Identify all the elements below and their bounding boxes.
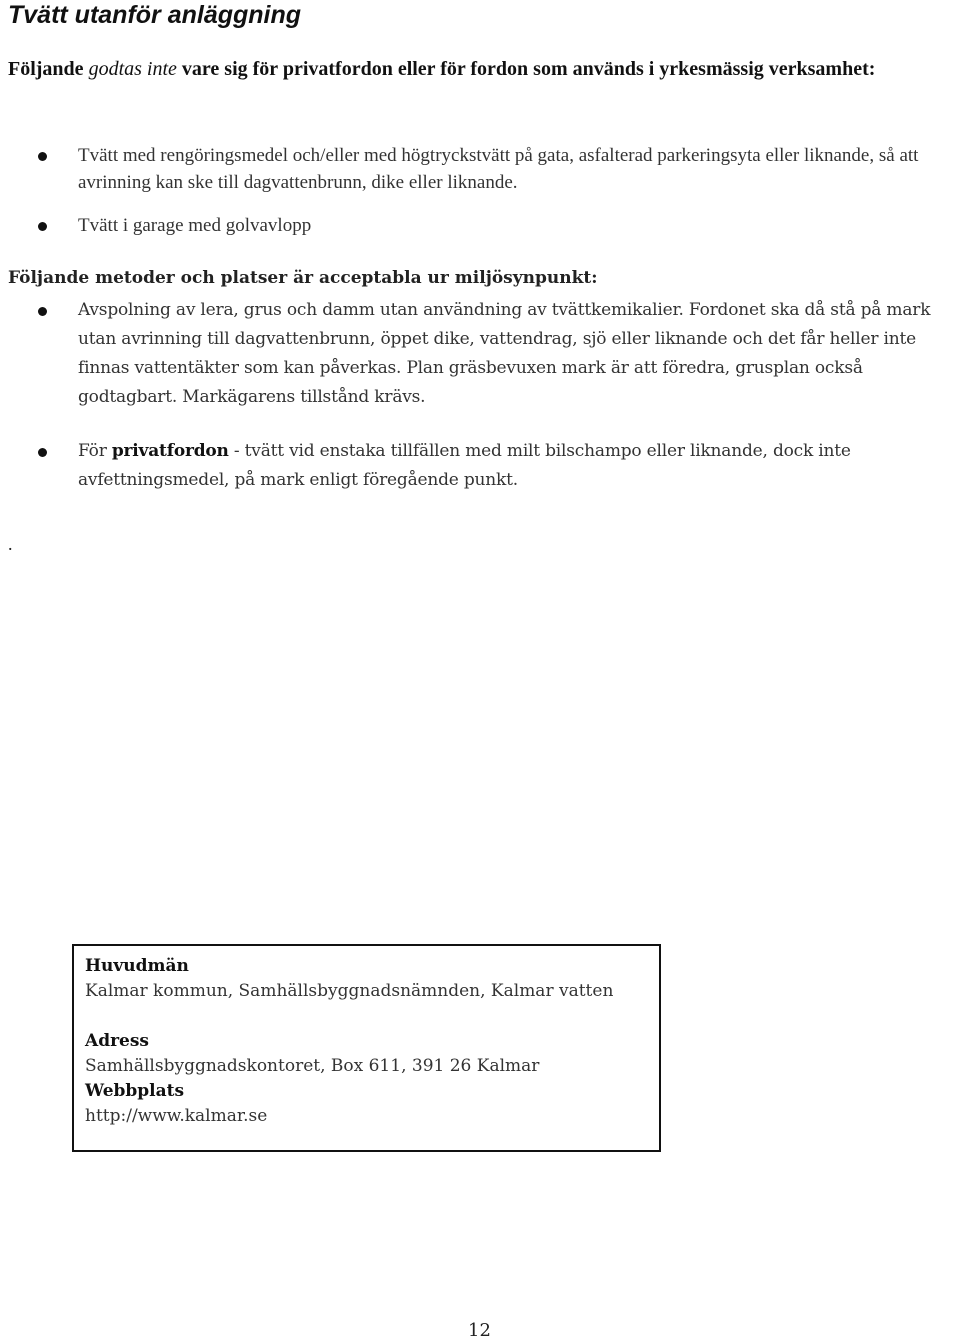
principal-value: Kalmar kommun, Samhällsbyggnadsnämnden, Kalmar vatten — [85, 981, 614, 1001]
stray-period: . — [8, 534, 13, 554]
list-item-accepted-2 — [78, 437, 950, 495]
address-label: Adress — [85, 1031, 149, 1051]
list-item-text: Tvätt i garage med golvavlopp — [78, 215, 312, 236]
page-title: Tvätt utanför anläggning — [8, 1, 302, 29]
list-item-not-accepted-2 — [78, 212, 950, 239]
intro-emphasis: godtas inte — [88, 58, 177, 80]
intro-rest: vare sig för privatfordon eller för fordon som används i yrkesmässig verksamhet: — [181, 58, 876, 80]
bullet-icon — [38, 448, 47, 457]
page-number: 12 — [468, 1320, 491, 1341]
contact-info-box — [72, 944, 661, 1152]
list-item-suffix: - tvätt vid enstaka tillfällen med milt bilschampo eller liknande, dock inte avfettningsmedel, på mark enligt föregående punkt. — [78, 441, 851, 490]
website-label: Webbplats — [85, 1081, 185, 1101]
list-item-accepted-1 — [78, 296, 950, 412]
list-item-text: Avspolning av lera, grus och damm utan användning av tvättkemikalier. Fordonet ska då stå på mark utan avrinning till dagvattenbrunn, öppet dike, vattendrag, sjö eller liknande och det får heller inte finnas vattentäkter som kan påverkas. Plan gräsbevuxen mark är att föredra, grusplan också godtagbart. Markägarens tillstånd krävs. — [78, 300, 931, 407]
accepted-heading: Följande metoder och platser är acceptabla ur miljösynpunkt: — [8, 268, 598, 288]
list-item-bold: privatfordon — [111, 441, 229, 461]
list-item-not-accepted-1 — [78, 142, 950, 196]
intro-lead: Följande — [8, 58, 84, 80]
list-item-prefix: För — [78, 441, 107, 461]
bullet-icon — [38, 152, 47, 161]
address-value: Samhällsbyggnadskontoret, Box 611, 391 26 Kalmar — [85, 1056, 540, 1076]
website-link[interactable]: http://www.kalmar.se — [85, 1106, 268, 1126]
bullet-icon — [38, 222, 47, 231]
intro-paragraph — [8, 55, 938, 83]
principal-label: Huvudmän — [85, 956, 189, 976]
list-item-text: Tvätt med rengöringsmedel och/eller med högtryckstvätt på gata, asfalterad parkeringsyta eller liknande, så att avrinning kan ske till dagvattenbrunn, dike eller liknande. — [78, 145, 919, 193]
bullet-icon — [38, 307, 47, 316]
